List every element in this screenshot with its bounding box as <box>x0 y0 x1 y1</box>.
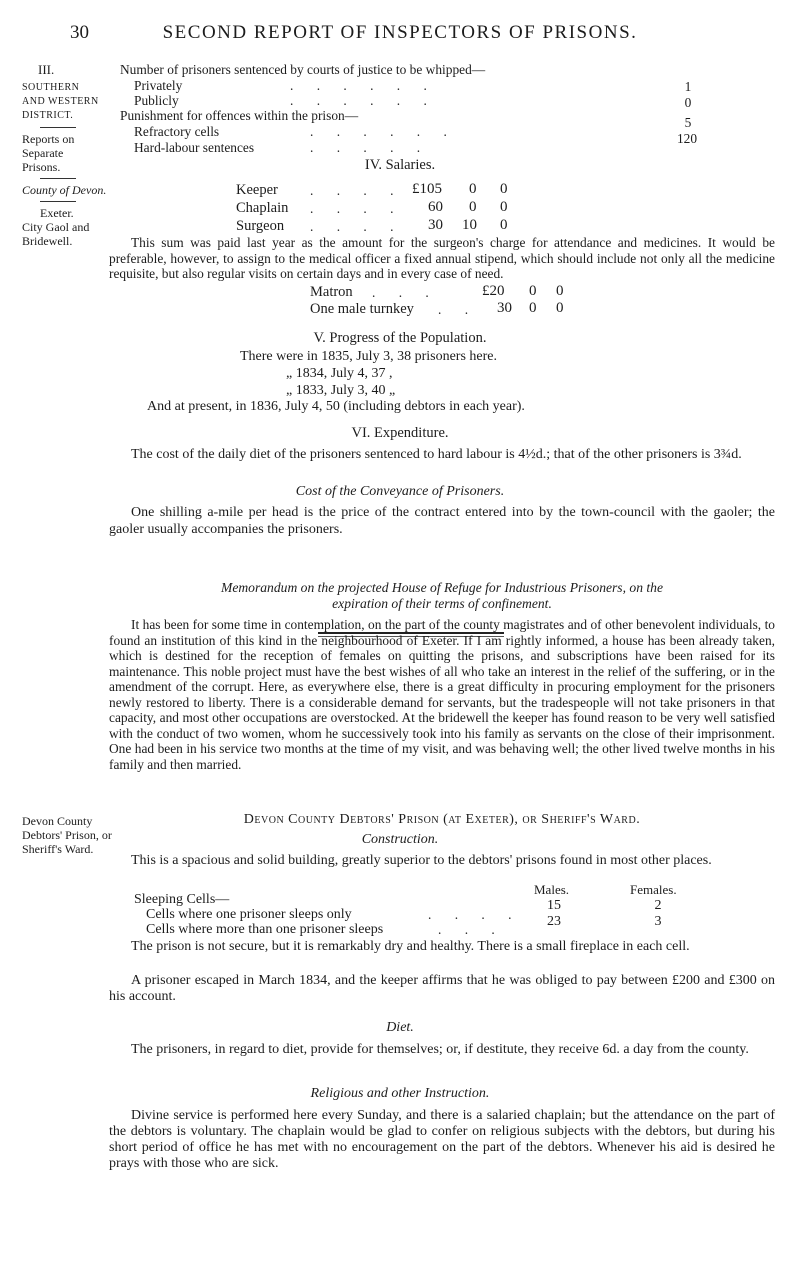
population-line-2: „ 1834, July 4, 37 , <box>286 366 393 381</box>
leader-dots: . . . <box>372 285 439 300</box>
whipping-publicly-value: 0 <box>684 95 692 110</box>
cells-single-females: 2 <box>654 898 662 913</box>
memorandum-heading-2: expiration of their terms of confinement. <box>332 596 552 611</box>
population-heading: V. Progress of the Population. <box>313 330 487 346</box>
salary-chaplain-shillings: 0 <box>469 199 477 215</box>
punishment-refractory-value: 5 <box>684 115 692 130</box>
population-line-4: And at present, in 1836, July 4, 50 (including debtors in each year). <box>147 399 525 414</box>
margin-rule <box>40 201 76 202</box>
leader-dots: . . <box>438 302 479 317</box>
leader-dots: . . . . . <box>310 140 431 155</box>
leader-dots: . . . . <box>310 219 404 234</box>
cells-single-males: 15 <box>547 898 561 913</box>
salary-keeper-shillings: 0 <box>469 181 477 197</box>
conveyance-heading: Cost of the Conveyance of Prisoners. <box>295 484 505 499</box>
salary-turnkey-pence: 0 <box>556 300 564 316</box>
whipping-intro: Number of prisoners sentenced by courts of justice to be whipped— <box>120 62 486 77</box>
punishment-intro: Punishment for offences within the prison— <box>120 108 359 123</box>
salary-chaplain-pounds: 60 <box>428 199 443 215</box>
whipping-publicly: Publicly <box>134 93 179 108</box>
cells-multi-females: 3 <box>654 914 662 929</box>
expenditure-heading: VI. Expenditure. <box>351 425 449 441</box>
cells-multi-males: 23 <box>547 914 561 929</box>
salary-matron-pence: 0 <box>556 283 564 299</box>
margin-reports-1: Reports on <box>22 132 75 146</box>
sleeping-cells-label: Sleeping Cells— <box>134 892 230 907</box>
salary-matron-shillings: 0 <box>529 283 537 299</box>
margin-place-1: Exeter. <box>40 206 74 220</box>
col-females: Females. <box>630 882 677 897</box>
margin-district-3: DISTRICT. <box>22 110 74 121</box>
salary-turnkey-label: One male turnkey <box>310 301 414 317</box>
salary-chaplain-label: Chaplain <box>236 200 289 216</box>
leader-dots: . . . . <box>310 183 404 198</box>
construction-heading: Construction. <box>361 832 439 847</box>
construction-text: This is a spacious and solid building, greatly superior to the debtors' prisons found in most other places. <box>131 853 712 868</box>
salary-matron-label: Matron <box>310 284 353 300</box>
margin-note-top <box>22 62 107 248</box>
margin-reports-2: Separate Prisons. <box>22 146 64 174</box>
leader-dots: . . . <box>438 922 505 937</box>
salaries-heading: IV. Salaries. <box>364 157 436 173</box>
margin-place-2: City Gaol and <box>22 220 90 234</box>
population-line-1: There were in 1835, July 3, 38 prisoners here. <box>240 349 497 364</box>
punishment-refractory: Refractory cells <box>134 124 220 139</box>
religious-heading: Religious and other Instruction. <box>310 1086 490 1101</box>
memorandum-heading-1: Memorandum on the projected House of Refuge for Industrious Prisoners, on the <box>221 580 663 595</box>
salary-surgeon-pence: 0 <box>500 217 508 233</box>
margin-place-3: Bridewell. <box>22 234 73 248</box>
escape-text: A prisoner escaped in March 1834, and the keeper affirms that he was obliged to pay between £200 and £300 on his account. <box>109 973 775 1004</box>
salary-keeper-pence: 0 <box>500 181 508 197</box>
margin-debtors-2: Debtors' Prison, or <box>22 828 112 842</box>
religious-text: Divine service is performed here every Sunday, and there is a salaried chaplain; but the attendance on the part of the debtors is voluntary. The chaplain would be glad to confer on religious subjects with the debtors, but during his short period of office he has met with no encouragement on the part of the debtors. Whenever his aid is desired he prays with those who are sick. <box>109 1108 775 1171</box>
memorandum-text: It has been for some time in contemplation, on the part of the county magistrates and of other benevolent individuals, to found an institution of this kind in the neighbourhood of Exeter. If I am rightly informed, a house has been already taken, which is destined for the reception of females on quitting the prisons, and subscriptions have been raised for its maintenance. This noble project must have the best wishes of all who take an interest in the relief of the suffering, or in the amendment of the corrupt. Here, as everywhere else, there is a great difficulty in procuring employment for the prisoners newly restored to liberty. There is a considerable demand for servants, but the tradespeople will not take prisoners in that capacity, and most other occupations are overstocked. At the bridewell the keeper has found reason to be very well satisfied with the conduct of two women, whom he successively took into his family as servants on the close of their imprisonment. One had been in his service two months at the time of my visit, and was behaving well; the other lived twelve months in his family and then married. <box>109 617 775 772</box>
margin-district-2: AND WESTERN <box>22 96 99 107</box>
margin-rule <box>40 127 76 128</box>
leader-dots: . . . . <box>310 201 404 216</box>
whipping-privately: Privately <box>134 78 183 93</box>
punishment-hard-labour-value: 120 <box>676 131 698 146</box>
diet-text: The prisoners, in regard to diet, provide for themselves; or, if destitute, they receive 6d. a day from the county. <box>131 1042 749 1057</box>
leader-dots: . . . . <box>428 907 522 922</box>
salary-turnkey-pounds: 30 <box>497 300 512 316</box>
salary-surgeon-shillings: 10 <box>462 217 477 233</box>
salary-keeper-label: Keeper <box>236 182 278 198</box>
margin-debtors-1: Devon County <box>22 814 93 828</box>
salary-surgeon-pounds: 30 <box>428 217 443 233</box>
margin-part: III. <box>38 62 55 77</box>
salary-keeper-pounds: £105 <box>412 181 442 197</box>
col-males: Males. <box>534 882 570 897</box>
salary-chaplain-pence: 0 <box>500 199 508 215</box>
salary-surgeon-label: Surgeon <box>236 218 285 234</box>
security-text: The prison is not secure, but it is remarkably dry and healthy. There is a small fireplace in each cell. <box>131 939 690 954</box>
margin-debtors-3: Sheriff's Ward. <box>22 842 94 856</box>
salary-note: This sum was paid last year as the amount for the surgeon's charge for attendance and medicines. It would be preferable, however, to assign to the medical officer a fixed annual stipend, which should include not only all the medicine requisite, but also regular visits on certain days and in every case of need. <box>109 235 775 281</box>
running-header <box>0 20 800 50</box>
salary-matron-pounds: £20 <box>482 283 505 299</box>
diet-heading: Diet. <box>386 1020 414 1035</box>
debtors-heading: Devon County Debtors' Prison (at Exeter), or Sheriff's Ward. <box>243 812 641 827</box>
leader-dots: . . . . . . <box>290 78 437 93</box>
population-line-3: „ 1833, July 3, 40 „ <box>286 383 396 398</box>
leader-dots: . . . . . . <box>290 93 437 108</box>
leader-dots: . . . . . . <box>310 124 457 139</box>
cells-single-label: Cells where one prisoner sleeps only <box>146 907 352 922</box>
margin-county: County of Devon. <box>22 183 107 197</box>
expenditure-text: The cost of the daily diet of the prisoners sentenced to hard labour is 4½d.; that of the other prisoners is 3¾d. <box>131 447 742 462</box>
page-number: 30 <box>70 22 89 43</box>
salary-turnkey-shillings: 0 <box>529 300 537 316</box>
margin-rule <box>40 178 76 179</box>
cells-multi-label: Cells where more than one prisoner sleeps <box>146 922 384 937</box>
margin-district-1: SOUTHERN <box>22 82 80 93</box>
running-title: SECOND REPORT OF INSPECTORS OF PRISONS. <box>162 22 638 43</box>
whipping-privately-value: 1 <box>684 79 692 94</box>
punishment-hard-labour: Hard-labour sentences <box>134 140 255 155</box>
conveyance-text: One shilling a-mile per head is the price of the contract entered into by the town-council with the gaoler; the gaoler usually accompanies the prisoners. <box>109 505 775 537</box>
